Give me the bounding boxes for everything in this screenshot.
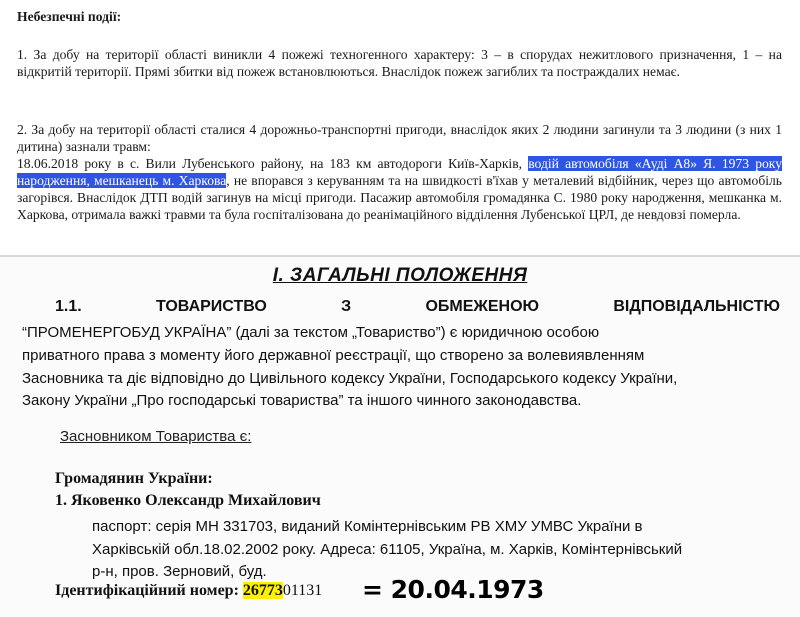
charter-line-2: “ПРОМЕНЕРГОБУД УКРАЇНА” (далі за текстом „Товариство”) є юридичною особою	[22, 324, 600, 341]
selected-driver-text[interactable]: водій автомобіля «Ауді А8» Я. 1973 року народження, мешканець м. Харкова	[17, 156, 782, 188]
id-remaining-digits: 01131	[282, 582, 323, 599]
charter-line-5: Закону України „Про господарські товариства” та іншого чинного законодавства.	[22, 392, 582, 409]
news-report-excerpt	[0, 0, 800, 255]
decoded-birth-date: = 20.04.1973	[362, 575, 544, 604]
report-heading: Небезпечні події:	[17, 9, 122, 24]
clause-number: 1.1.	[55, 298, 82, 315]
accident-text-after: , не впорався з керуванням та на швидкості в'їхав у металевий відбійник, через що автомобіль загорівся. Внаслідок ДТП водій загинув на місці пригоди. Пасажир автомобіля громадянка С. 1980 року народження, мешканка м. Харкова, отримала важкі травми та була госпіталізована до реанімаційного відділення Лубенської ЦРЛ, де невдовзі померла.	[17, 173, 782, 222]
clause-word: ВІДПОВІДАЛЬНІСТЮ	[613, 298, 780, 315]
accidents-intro: 2. За добу на території області сталися 4 дорожньо-транспортні пригоди, внаслідок яких 2 людини загинули та 3 людини (з них 1 дитина) зазнали травм:	[17, 122, 782, 154]
id-label: Ідентифікаційний номер:	[55, 582, 243, 599]
passport-line-3: р-н, пров. Зерновий, буд.	[92, 563, 267, 580]
charter-line-4: Засновника та діє відповідно до Цивільного кодексу України, Господарського кодексу України,	[22, 370, 678, 387]
citizen-label: Громадянин України:	[55, 470, 213, 487]
charter-line-1	[55, 298, 780, 316]
report-paragraph-accidents	[17, 121, 782, 223]
id-number-line	[55, 582, 322, 600]
clause-word: ОБМЕЖЕНОЮ	[425, 298, 540, 315]
founder-label: Засновником Товариства є:	[60, 428, 252, 445]
charter-line-3: приватного права з моменту його державної реєстрації, що створено за волевиявленням	[22, 347, 645, 364]
founder-name: 1. Яковенко Олександр Михайлович	[55, 492, 321, 509]
section-title: І. ЗАГАЛЬНІ ПОЛОЖЕННЯ	[272, 265, 528, 286]
clause-word: З	[341, 298, 352, 315]
clause-word: ТОВАРИСТВО	[155, 298, 267, 315]
accident-text-before: 18.06.2018 року в с. Вили Лубенського району, на 183 км автодороги Київ-Харків,	[17, 156, 529, 171]
report-paragraph-fires: 1. За добу на території області виникли 4 пожежі техногенного характеру: 3 – в спорудах нежитлового призначення, 1 – на відкритій території. Прямі збитки від пожеж встановлюються. Внаслідок пожеж загиблих та постраждалих немає.	[17, 47, 782, 79]
id-highlighted-digits: 26773	[242, 582, 283, 599]
passport-line-1: паспорт: серія МН 331703, виданий Комінтернівським РВ ХМУ УМВС України в	[92, 518, 643, 535]
passport-line-2: Харківській обл.18.02.2002 року. Адреса: 61105, Україна, м. Харків, Комінтернівський	[92, 541, 683, 558]
